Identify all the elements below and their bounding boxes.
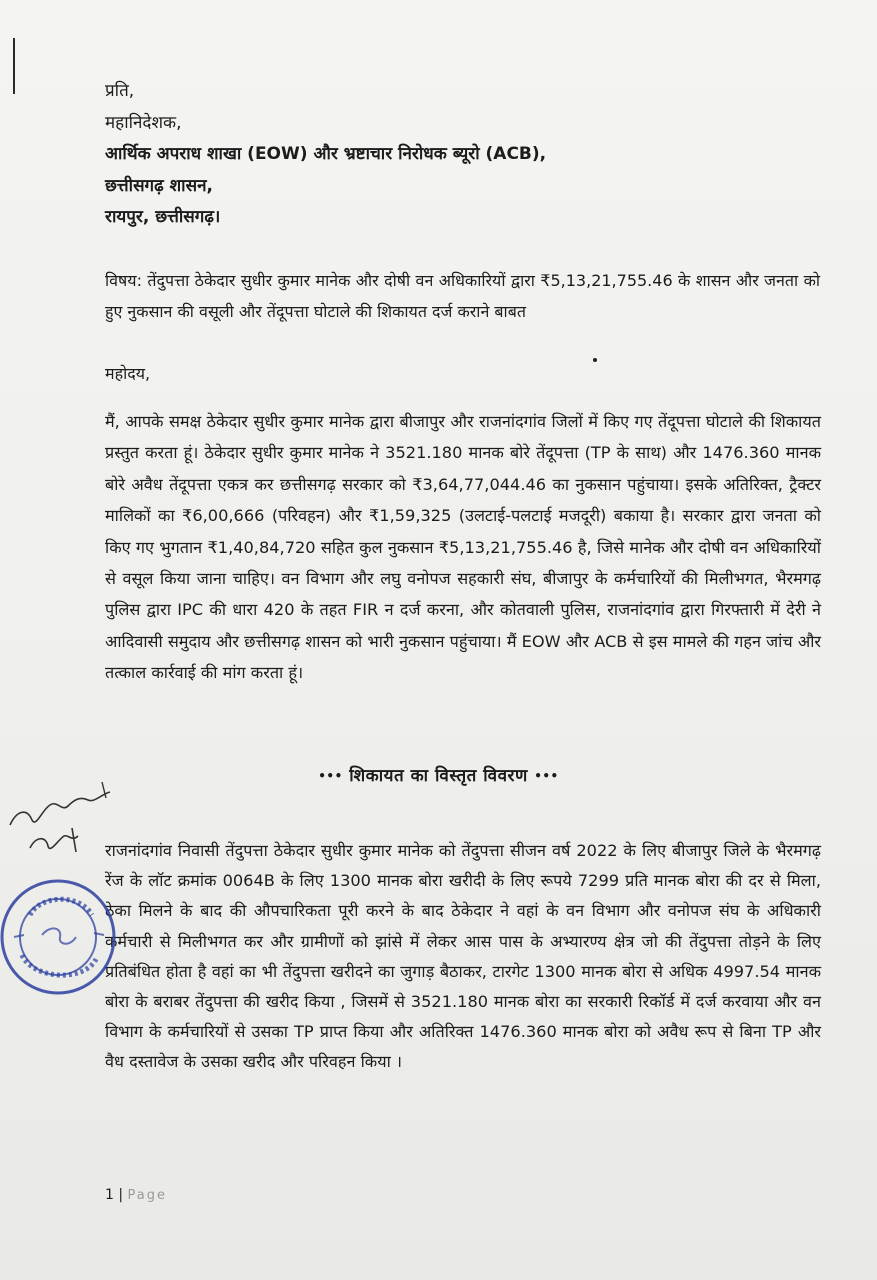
heading-decoration-left: ••• <box>318 769 343 783</box>
margin-mark <box>13 38 15 94</box>
address-line-to: प्रति, <box>105 81 135 101</box>
ink-dot <box>593 358 597 362</box>
heading-decoration-right: ••• <box>534 769 559 783</box>
address-block <box>105 76 546 234</box>
paragraph-summary: मैं, आपके समक्ष ठेकेदार सुधीर कुमार मानेक द्वारा बीजापुर और राजनांदगांव जिलों में किए गए तेंदूपत्ता घोटाले की शिकायत प्रस्तुत करता हूं। ठेकेदार सुधीर कुमार मानेक ने 3521.180 मानक बोरे तेंदूपत्ता (TP के साथ) और 1476.360 मानक बोरे अवैध तेंदूपत्ता एकत्र कर छत्तीसगढ़ सरकार को ₹3,64,77,044.46 का नुकसान पहुंचाया। इसके अतिरिक्त, ट्रैक्टर मालिकों का ₹6,00,666 (परिवहन) और ₹1,59,325 (उलटाई-पलटाई मजदूरी) बकाया है। सरकार द्वारा जनता को किए गए भुगतान ₹1,40,84,720 सहित कुल नुकसान ₹5,13,21,755.46 है, जिसे मानेक और दोषी वन अधिकारियों से वसूल किया जाना चाहिए। वन विभाग और लघु वनोपज सहकारी संघ, बीजापुर के कर्मचारियों की मिलीभगत, भैरमगढ़ पुलिस द्वारा IPC की धारा 420 के तहत FIR न दर्ज करना, और कोतवाली पुलिस, राजनांदगांव द्वारा गिरफ्तारी में देरी ने आदिवासी समुदाय और छत्तीसगढ़ शासन को भारी नुकसान पहुंचाया। मैं EOW और ACB से इस मामले की गहन जांच और तत्काल कार्रवाई की मांग करता हूं। <box>105 412 821 683</box>
page-footer <box>105 1187 167 1203</box>
subject-line: विषय: तेंदुपत्ता ठेकेदार सुधीर कुमार मानेक और दोषी वन अधिकारियों द्वारा ₹5,13,21,755.46 के शासन और जनता को हुए नुकसान की वसूली और तेंदूपत्ता घोटाले की शिकायत दर्ज कराने बाबत <box>105 271 820 321</box>
address-line-city: रायपुर, छत्तीसगढ़। <box>105 207 221 227</box>
page-label: Page <box>127 1188 168 1203</box>
heading-text: शिकायत का विस्तृत विवरण <box>349 766 528 786</box>
address-line-designation: महानिदेशक, <box>105 112 182 133</box>
handwritten-signature <box>2 770 132 870</box>
official-stamp <box>0 875 130 1005</box>
page-number: 1 <box>105 1187 114 1203</box>
salutation: महोदय, <box>105 364 151 383</box>
address-line-government: छत्तीसगढ़ शासन, <box>105 175 213 196</box>
paragraph-details: राजनांदगांव निवासी तेंदुपत्ता ठेकेदार सुधीर कुमार मानेक को तेंदुपत्ता सीजन वर्ष 2022 के लिए बीजापुर जिले के भैरमगढ़ रेंज के लॉट क्रमांक 0064B के लिए 1300 मानक बोरा खरीदी के लिए रूपये 7299 प्रति मानक बोरा की दर से मिला, ठेका मिलने के बाद की औपचारिकता पूरी करने के बाद ठेकेदार ने वहां के वन विभाग और वनोपज संघ के अधिकारी कर्मचारी से मिलीभगत कर और ग्रामीणों को झांसे में लेकर आस पास के अभ्यारण्य क्षेत्र जो की तेंदुपत्ता तोड़ने के लिए प्रतिबंधित होता है वहां का भी तेंदुपत्ता खरीदने का जुगाड़ बैठाकर, टारगेट 1300 मानक बोरा से अधिक 4997.54 मानक बोरा के बराबर तेंदुपत्ता की खरीद किया , जिसमें से 3521.180 मानक बोरा का सरकारी रिकॉर्ड में दर्ज करवाया और वन विभाग के कर्मचारियों से उसका TP प्राप्त किया और अतिरिक्त 1476.360 मानक बोरा को अवैध रूप से बिना TP और वैध दस्तावेज के उसका खरीद और परिवहन किया । <box>105 841 821 1072</box>
address-line-department: आर्थिक अपराध शाखा (EOW) और भ्रष्टाचार निरोधक ब्यूरो (ACB), <box>105 144 547 164</box>
page-separator: | <box>118 1187 124 1203</box>
